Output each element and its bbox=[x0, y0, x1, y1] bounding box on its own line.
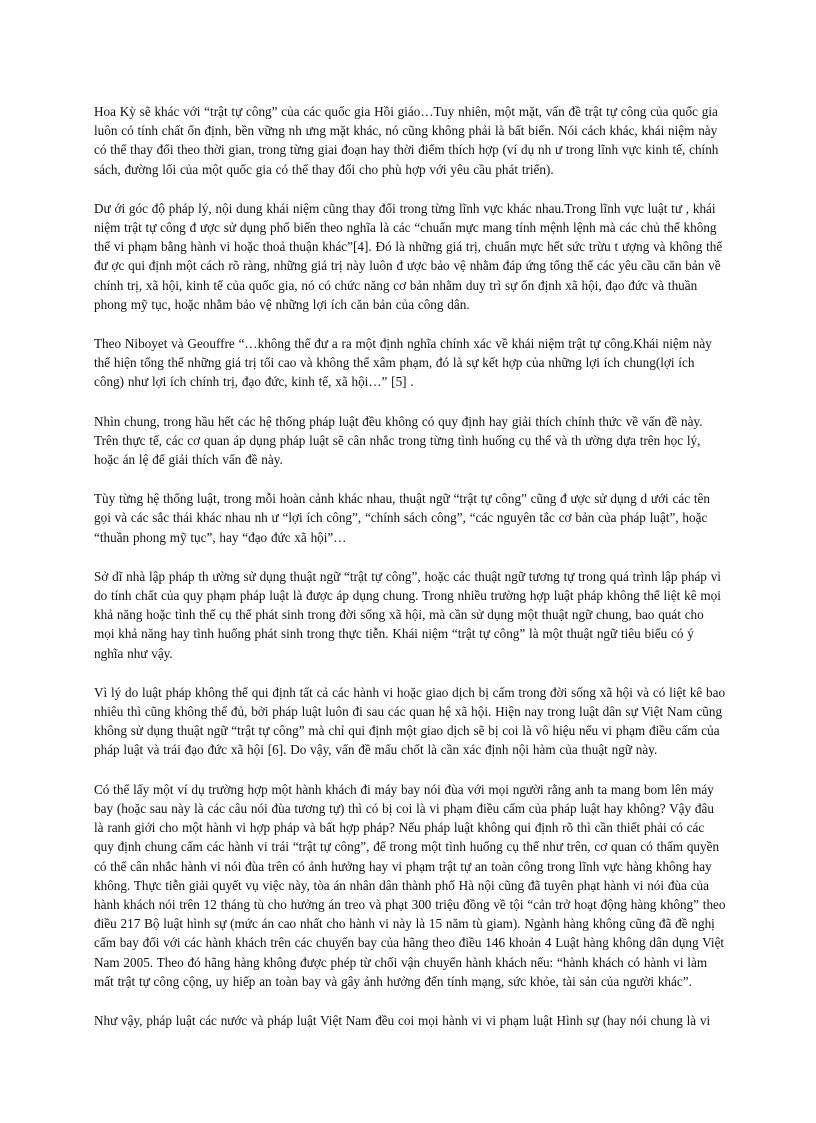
paragraph-4: Nhìn chung, trong hầu hết các hệ thống pháp luật đều không có quy định hay giải thích chính thức về vấn đề này. Trên thực tế, các cơ quan áp dụng pháp luật sẽ cân nhắc trong từng tình huống cụ thể và th ường dựa trên học lý, hoặc án lệ để giải thích vấn đề này. bbox=[94, 413, 703, 468]
paragraph-8: Có thể lấy một ví dụ trường hợp một hành khách đi máy bay nói đùa với mọi người rằng anh ta mang bom lên máy bay (hoặc sau này là các câu nói đùa tương tự) thì có bị coi là vi phạm điều cấm của pháp luật hay không? Vậy đâu là ranh giới cho một hành vi hợp pháp và bất hợp pháp? Nếu pháp luật không qui định rõ thì cần thiết phải có các quy định chung cấm các hành vi trái “trật tự công”, để trong một tình huống cụ thể như trên, cơ quan có thẩm quyền có thể cân nhắc hành vi nói đùa trên có ảnh hưởng hay vi phạm trật tự an toàn công trong lĩnh vực hàng không hay không. Thực tiễn giải quyết vụ việc này, tòa án nhân dân thành phố Hà nội cũng đã tuyên phạt hành vi nói đùa của hành khách nói trên 12 tháng tù cho hưởng án treo và phạt 300 triệu đồng về tội “cản trở hoạt động hàng không” theo điều 217 Bộ luật hình sự (mức án cao nhất cho hành vi này là 15 năm tù giam). Ngành hàng không cũng đã đề nghị cấm bay đối với các hành khách trên các chuyến bay của hãng theo điều 146 khoản 4 Luật hàng không dân dụng Việt Nam 2005. Theo đó hãng hàng không được phép từ chối vận chuyển hành khách nếu: “hành khách có hành vi làm mất trật tự công cộng, uy hiếp an toàn bay và gây ảnh hưởng đến tính mạng, sức khỏe, tài sản của người khác”. bbox=[94, 781, 726, 989]
paragraph-5: Tùy từng hệ thống luật, trong mỗi hoàn cảnh khác nhau, thuật ngữ “trật tự công” cũng đ ược sử dụng d ưới các tên gọi và các sắc thái khác nhau nh ư “lợi ích công”, “chính sách công”, “các nguyên tắc cơ bản của pháp luật”, hoặc “thuần phong mỹ tục”, hay “đạo đức xã hội”… bbox=[94, 491, 710, 545]
paragraph-9: Như vậy, pháp luật các nước và pháp luật Việt Nam đều coi mọi hành vi vi phạm luật Hình sự (hay nói chung là vi bbox=[94, 1012, 711, 1028]
paragraph-3: Theo Niboyet và Geouffre “…không thể đư a ra một định nghĩa chính xác về khái niệm trật tự công.Khái niệm này thể hiện tổng thể những giá trị tối cao và không thể xâm phạm, đó là sự kết hợp của những lợi ích chung(lợi ích công) như lợi ích chính trị, đạo đức, kinh tế, xã hội…” [5] . bbox=[94, 336, 712, 390]
paragraph-7: Vì lý do luật pháp không thể qui định tất cả các hành vi hoặc giao dịch bị cấm trong đời sống xã hội và có liệt kê bao nhiêu thì cũng không thể đủ, bởi pháp luật luôn đi sau các quan hệ xã hội. Hiện nay trong luật dân sự Việt Nam cũng không sử dụng thuật ngữ “trật tự công” mà chỉ qui định một giao dịch sẽ bị coi là vô hiệu nếu vi phạm điều cấm của pháp luật và trái đạo đức xã hội [6]. Do vậy, vấn đề mấu chốt là cần xác định nội hàm của thuật ngữ này. bbox=[94, 684, 726, 758]
paragraph-2: Dư ới góc độ pháp lý, nội dung khái niệm cũng thay đổi trong từng lĩnh vực khác nhau.Trong lĩnh vực luật tư , khái niệm trật tự công đ ược sử dụng phổ biến theo nghĩa là các “chuẩn mực mang tính mệnh lệnh mà các chủ thể không thể vi phạm bằng hành vi hoặc thoả thuận khác”[4]. Đó là những giá trị, chuẩn mực hết sức trừu t ượng và không thể đư ợc qui định một cách rõ ràng, những giá trị này luôn đ ược bảo vệ nhằm đáp ứng tổng thể các yêu cầu căn bản về chính trị, xã hội, kinh tế của quốc gia, nó có chức năng cơ bản nhằm duy trì sự ổn định xã hội, đạo đức và thuần phong mỹ tục, hoặc nhằm bảo vệ những lợi ích căn bản của công dân. bbox=[94, 200, 723, 312]
paragraph-6: Sở dĩ nhà lập pháp th ường sử dụng thuật ngữ “trật tự công”, hoặc các thuật ngữ tương tự trong quá trình lập pháp vì do tính chất của quy phạm pháp luật là được áp dụng chung. Trong nhiều trường hợp luật pháp không thể liệt kê mọi khả năng hoặc tình thế cụ thể phát sinh trong đời sống xã hội, mà cần sử dụng một thuật ngữ chung, bao quát cho mọi khả năng hay tình huống phát sinh trong thực tiễn. Khái niệm “trật tự công” là một thuật ngữ tiêu biểu có ý nghĩa như vậy. bbox=[94, 568, 721, 661]
paragraph-1: Hoa Kỳ sẽ khác với “trật tự công” của các quốc gia Hồi giáo…Tuy nhiên, một mặt, vấn đề trật tự công của quốc gia luôn có tính chất ổn định, bền vững nh ưng mặt khác, nó cũng không phải là bất biến. Nói cách khác, khái niệm này có thể thay đổi theo thời gian, trong từng giai đoạn hay thời điểm thích hợp (ví dụ nh ư trong lĩnh vực kinh tế, chính sách, đường lối của một quốc gia có thể thay đổi cho phù hợp với yêu cầu phát triển). bbox=[94, 104, 719, 177]
document-page bbox=[94, 102, 726, 1030]
